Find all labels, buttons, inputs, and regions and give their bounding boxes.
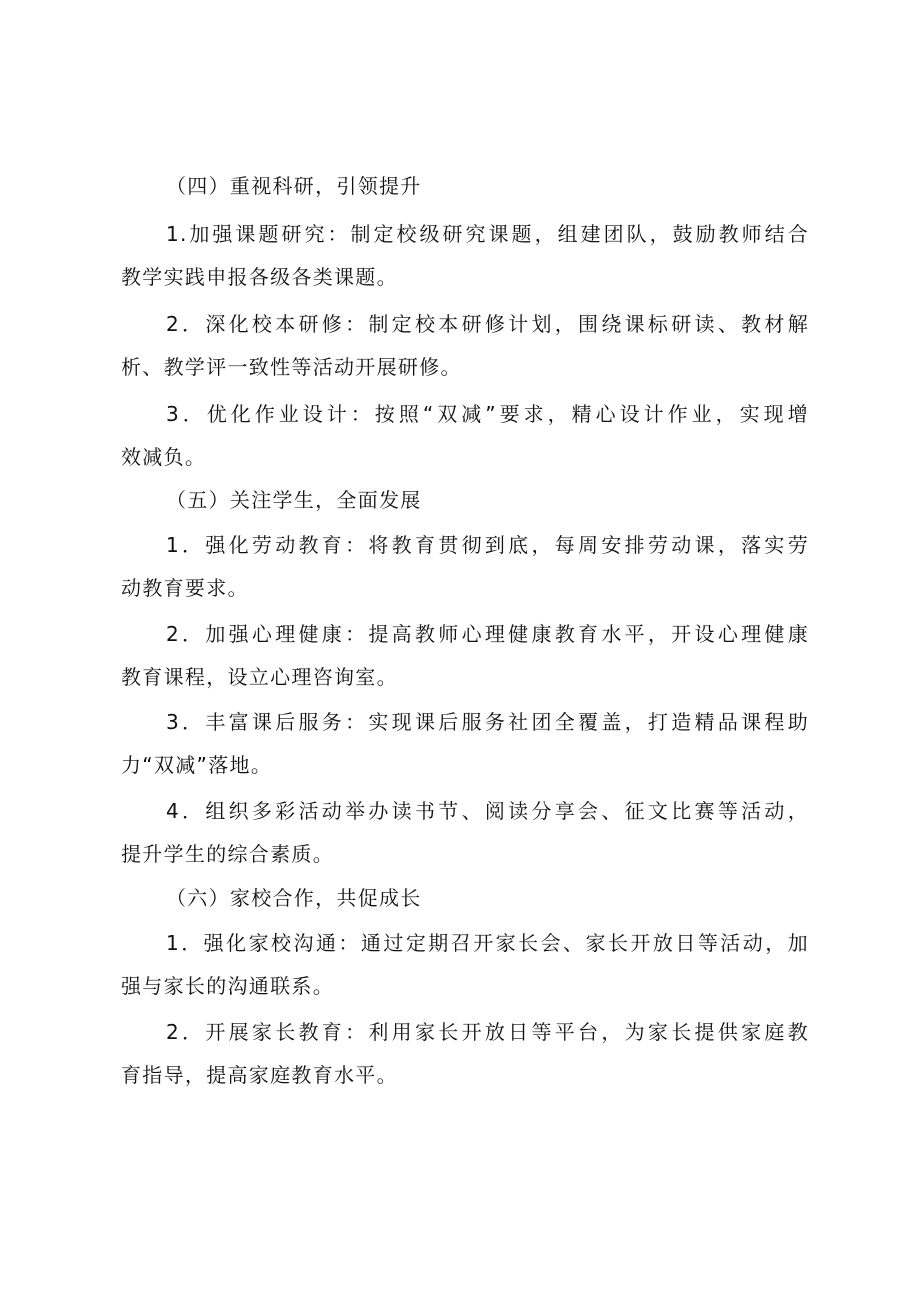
paragraph-line: 1．强化劳动教育：将教育贯彻到底，每周安排劳动课，落实劳 xyxy=(166,533,809,557)
paragraph-line: 2．开展家长教育：利用家长开放日等平台，为家长提供家庭教 xyxy=(166,1020,809,1044)
section-heading: （四）重视科研，引领提升 xyxy=(166,174,422,198)
section-heading: （六）家校合作，共促成长 xyxy=(166,886,422,910)
paragraph-line: 强与家长的沟通联系。 xyxy=(121,974,334,998)
paragraph-line: 效减负。 xyxy=(121,445,207,469)
paragraph-line: 1．强化家校沟通：通过定期召开家长会、家长开放日等活动，加 xyxy=(166,931,809,955)
paragraph-line: 教学实践申报各级各类课题。 xyxy=(121,265,398,289)
paragraph-line: 教育课程，设立心理咨询室。 xyxy=(121,665,398,689)
paragraph-line: 力“双减”落地。 xyxy=(121,753,273,777)
paragraph-line: 2．加强心理健康：提高教师心理健康教育水平，开设心理健康 xyxy=(166,622,809,646)
paragraph-line: 3．丰富课后服务：实现课后服务社团全覆盖，打造精品课程助 xyxy=(166,710,809,734)
paragraph-line: 3．优化作业设计：按照“双减”要求，精心设计作业，实现增 xyxy=(166,402,809,426)
paragraph-line: 析、教学评一致性等活动开展研修。 xyxy=(121,355,462,379)
paragraph-line: 4．组织多彩活动举办读书节、阅读分享会、征文比赛等活动， xyxy=(166,799,809,823)
paragraph-line: 2．深化校本研修：制定校本研修计划，围绕课标研读、教材解 xyxy=(166,312,809,336)
section-heading: （五）关注学生，全面发展 xyxy=(166,488,422,512)
paragraph-line: 育指导，提高家庭教育水平。 xyxy=(121,1063,398,1087)
paragraph-line: 提升学生的综合素质。 xyxy=(121,842,334,866)
paragraph-line: 动教育要求。 xyxy=(121,576,249,600)
paragraph-line: 1.加强课题研究：制定校级研究课题，组建团队，鼓励教师结合 xyxy=(166,222,809,246)
